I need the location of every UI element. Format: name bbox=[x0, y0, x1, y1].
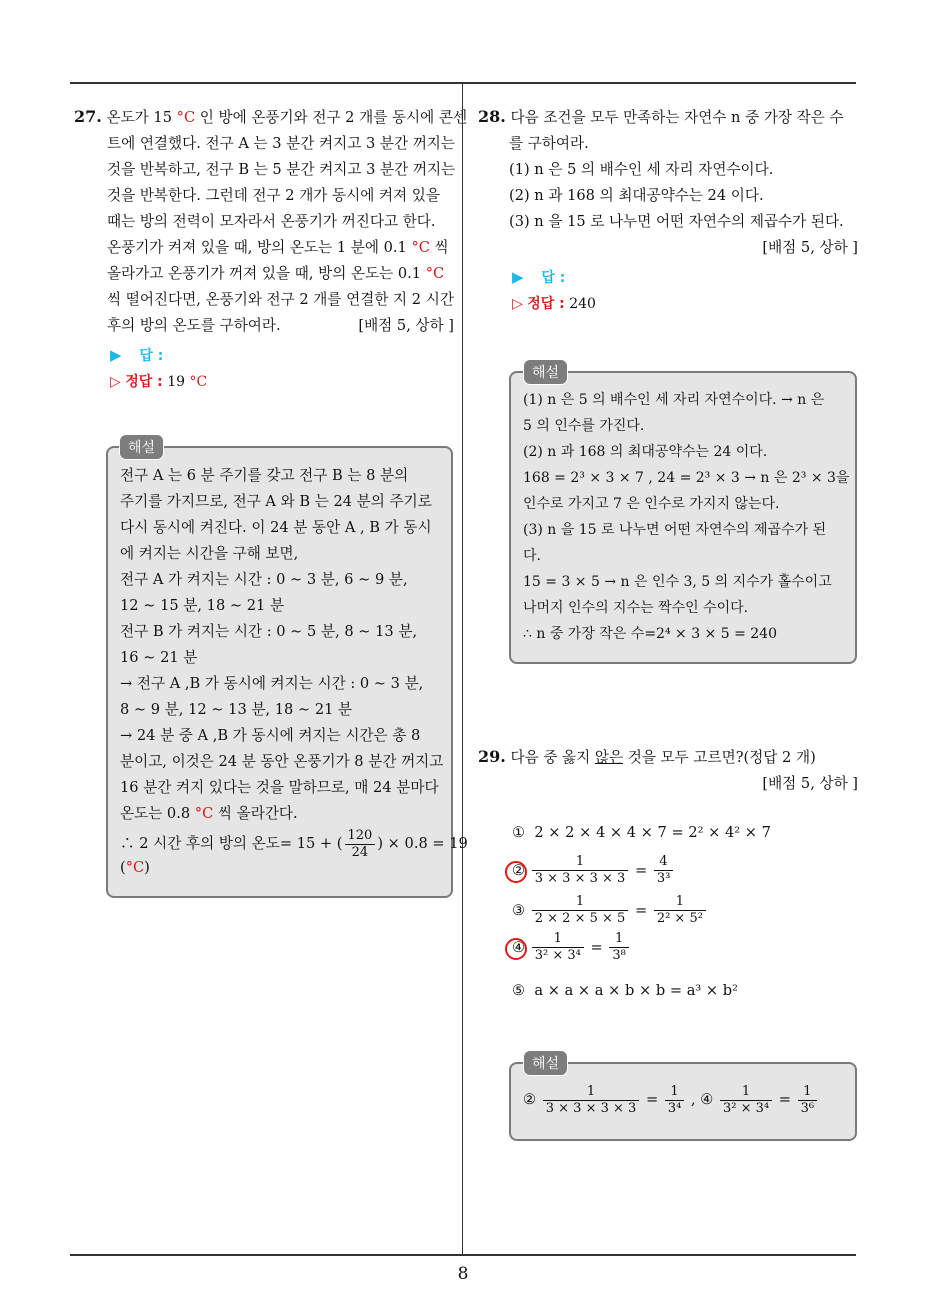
score-tag: [배점 5, 상하 ] bbox=[358, 317, 454, 334]
outline-arrow-icon: ▷ bbox=[512, 296, 523, 312]
solution-line: 에 켜지는 시간을 구해 보면, bbox=[120, 545, 299, 562]
question-text: 다음 조건을 모두 만족하는 자연수 n 중 가장 작은 수 bbox=[510, 109, 844, 126]
equals: = bbox=[778, 1091, 791, 1108]
option-text: a × a × a × b × b = a³ × b² bbox=[534, 982, 738, 999]
bottom-rule bbox=[70, 1254, 856, 1256]
solution-line: 16 분간 켜지 있다는 것을 말하므로, 매 24 분마다 bbox=[120, 779, 439, 796]
answer-row bbox=[110, 342, 163, 369]
question-number: 29. bbox=[478, 747, 506, 766]
question-underline: 않은 bbox=[594, 749, 624, 766]
solution-tab: 해설 bbox=[523, 1050, 568, 1076]
play-arrow-icon: ▶ bbox=[512, 268, 524, 286]
correct-label: 정답 : bbox=[527, 296, 565, 312]
condition-1: (1) n 은 5 의 배수인 세 자리 자연수이다. bbox=[509, 161, 774, 178]
equals: = bbox=[634, 862, 648, 879]
option-text: 2 × 2 × 4 × 4 × 7 = 2² × 4² × 7 bbox=[534, 824, 771, 841]
score-tag: [배점 5, 상하 ] bbox=[762, 775, 858, 792]
solution-line: ∴ n 중 가장 작은 수=2⁴ × 3 × 5 = 240 bbox=[523, 626, 777, 642]
fraction: $\frac{1}{3 \times 3 \times 3 \times 3}$ bbox=[543, 1084, 640, 1117]
question-number: 28. bbox=[478, 107, 506, 126]
question-text: 올라가고 온풍기가 꺼져 있을 때, 방의 온도는 0.1 °C bbox=[107, 265, 445, 282]
solution-line: → 24 분 중 A ,B 가 동시에 켜지는 시간은 총 8 bbox=[120, 727, 421, 744]
question-text: 것을 모두 고르면?(정답 2 개) bbox=[623, 749, 816, 766]
solution-line: 전구 A 가 켜지는 시간 : 0 ∼ 3 분, 6 ∼ 9 분, bbox=[120, 571, 408, 588]
question-text: 것을 반복하고, 전구 B 는 5 분간 켜지고 3 분간 꺼지는 bbox=[107, 161, 456, 178]
option-4[interactable] bbox=[512, 931, 631, 964]
solution-line: (1) n 은 5 의 배수인 세 자리 자연수이다. → n 은 bbox=[523, 392, 825, 408]
answer-label: 답 : bbox=[541, 270, 566, 286]
option-mark: ④ bbox=[700, 1091, 714, 1108]
fraction: $\frac{1}{\text{3⁴}}$ bbox=[665, 1084, 684, 1117]
fraction: $\frac{1}{\text{3⁸}}$ bbox=[609, 931, 628, 964]
answer-row bbox=[512, 264, 565, 291]
fraction: $\frac{1}{2 \times 2 \times 5 \times 5}$ bbox=[532, 894, 629, 927]
condition-2: (2) n 과 168 의 최대공약수는 24 이다. bbox=[509, 187, 764, 204]
fraction: $\frac{1}{\text{2² × 5²}}$ bbox=[654, 894, 706, 927]
option-mark: ① bbox=[512, 824, 526, 841]
solution-line: → 전구 A ,B 가 동시에 켜지는 시간 : 0 ∼ 3 분, bbox=[120, 675, 424, 692]
solution-line: 8 ∼ 9 분, 12 ∼ 13 분, 18 ∼ 21 분 bbox=[120, 701, 353, 718]
question-text: 온도가 15 °C 인 방에 온풍기와 전구 2 개를 동시에 콘센 bbox=[106, 109, 468, 126]
top-rule bbox=[70, 82, 856, 84]
solution-line: 15 = 3 × 5 → n 은 인수 3, 5 의 지수가 홀수이고 bbox=[523, 574, 832, 590]
option-mark: ② bbox=[523, 1091, 537, 1108]
solution-line: 주기를 가지므로, 전구 A 와 B 는 24 분의 주기로 bbox=[120, 493, 432, 510]
solution-line: (°C) bbox=[120, 859, 150, 876]
solution-line: 인수로 가지고 7 은 인수로 가지지 않는다. bbox=[523, 496, 780, 512]
correct-answer-row bbox=[512, 291, 596, 317]
solution-line: ) × 0.8 = 19 bbox=[377, 835, 468, 852]
equals: = bbox=[645, 1091, 659, 1108]
answer-label: 답 : bbox=[139, 348, 164, 364]
solution-line: 다. bbox=[523, 548, 541, 564]
option-mark: ④ bbox=[512, 939, 526, 956]
question-27 bbox=[74, 104, 468, 339]
question-28 bbox=[478, 104, 858, 261]
question-text: 후의 방의 온도를 구하여라. bbox=[107, 317, 281, 334]
question-text: 것을 반복한다. 그런데 전구 2 개가 동시에 켜져 있을 bbox=[107, 187, 440, 204]
question-text: 씩 떨어진다면, 온풍기와 전구 2 개를 연결한 지 2 시간 bbox=[107, 291, 454, 308]
correct-value: 19 °C bbox=[167, 374, 208, 390]
solution-box-27 bbox=[106, 446, 468, 898]
option-3[interactable] bbox=[512, 894, 708, 927]
fraction: $\frac{1}{3 \times 3 \times 3 \times 3}$ bbox=[532, 854, 629, 887]
page-number: 8 bbox=[457, 1264, 469, 1284]
solution-line: 16 ∼ 21 분 bbox=[120, 649, 198, 666]
solution-line: 5 의 인수를 가진다. bbox=[523, 418, 645, 434]
question-text: 트에 연결했다. 전구 A 는 3 분간 켜지고 3 분간 꺼지는 bbox=[107, 135, 455, 152]
solution-line: 나머지 인수의 지수는 짝수인 수이다. bbox=[523, 600, 749, 616]
option-5[interactable] bbox=[512, 982, 738, 999]
fraction: $\frac{120}{24}$ bbox=[345, 828, 376, 861]
option-mark: ② bbox=[512, 862, 526, 879]
question-number: 27. bbox=[74, 107, 102, 126]
solution-box-28 bbox=[509, 371, 857, 664]
correct-label: 정답 : bbox=[125, 374, 163, 390]
fraction: $\frac{1}{\text{3² × 3⁴}}$ bbox=[720, 1084, 772, 1117]
score-tag: [배점 5, 상하 ] bbox=[762, 239, 858, 256]
solution-line: 온도는 0.8 °C 씩 올라간다. bbox=[120, 805, 298, 822]
option-2[interactable] bbox=[512, 854, 675, 887]
solution-line: (3) n 을 15 로 나누면 어떤 자연수의 제곱수가 된 bbox=[523, 522, 827, 538]
solution-line: 분이고, 이것은 24 분 동안 온풍기가 8 분간 꺼지고 bbox=[120, 753, 444, 770]
correct-value: 240 bbox=[569, 296, 596, 312]
option-mark: ⑤ bbox=[512, 982, 526, 999]
solution-line: (2) n 과 168 의 최대공약수는 24 이다. bbox=[523, 444, 768, 460]
solution-line: 12 ∼ 15 분, 18 ∼ 21 분 bbox=[120, 597, 285, 614]
equals: = bbox=[590, 939, 603, 956]
equals: = bbox=[634, 902, 648, 919]
separator: , bbox=[690, 1091, 696, 1108]
fraction: $\frac{4}{\text{3³}}$ bbox=[654, 854, 673, 887]
solution-tab: 해설 bbox=[119, 434, 164, 460]
question-text: 때는 방의 전력이 모자라서 온풍기가 꺼진다고 한다. bbox=[107, 213, 436, 230]
correct-answer-row bbox=[110, 369, 207, 395]
question-text: 온풍기가 켜져 있을 때, 방의 온도는 1 분에 0.1 °C 씩 bbox=[107, 239, 449, 256]
solution-line: 다시 동시에 켜진다. 이 24 분 동안 A , B 가 동시 bbox=[120, 519, 432, 536]
fraction: $\frac{1}{\text{3⁶}}$ bbox=[798, 1084, 817, 1117]
fraction: $\frac{1}{\text{3² × 3⁴}}$ bbox=[532, 931, 584, 964]
solution-line: ∴ 2 시간 후의 방의 온도= 15 + ( bbox=[120, 835, 343, 852]
option-1[interactable] bbox=[512, 824, 771, 841]
question-text: 다음 중 옳지 bbox=[510, 749, 595, 766]
outline-arrow-icon: ▷ bbox=[110, 374, 121, 390]
play-arrow-icon: ▶ bbox=[110, 346, 122, 364]
condition-3: (3) n 을 15 로 나누면 어떤 자연수의 제곱수가 된다. bbox=[509, 213, 844, 230]
question-text: 를 구하여라. bbox=[509, 135, 589, 152]
solution-line: 전구 A 는 6 분 주기를 갖고 전구 B 는 8 분의 bbox=[120, 467, 409, 484]
solution-line: 168 = 2³ × 3 × 7 , 24 = 2³ × 3 → n 은 2³ × 3을 bbox=[523, 470, 850, 486]
solution-line: 전구 B 가 켜지는 시간 : 0 ∼ 5 분, 8 ∼ 13 분, bbox=[120, 623, 418, 640]
option-mark: ③ bbox=[512, 902, 526, 919]
solution-tab: 해설 bbox=[523, 359, 568, 385]
question-29 bbox=[478, 744, 858, 797]
